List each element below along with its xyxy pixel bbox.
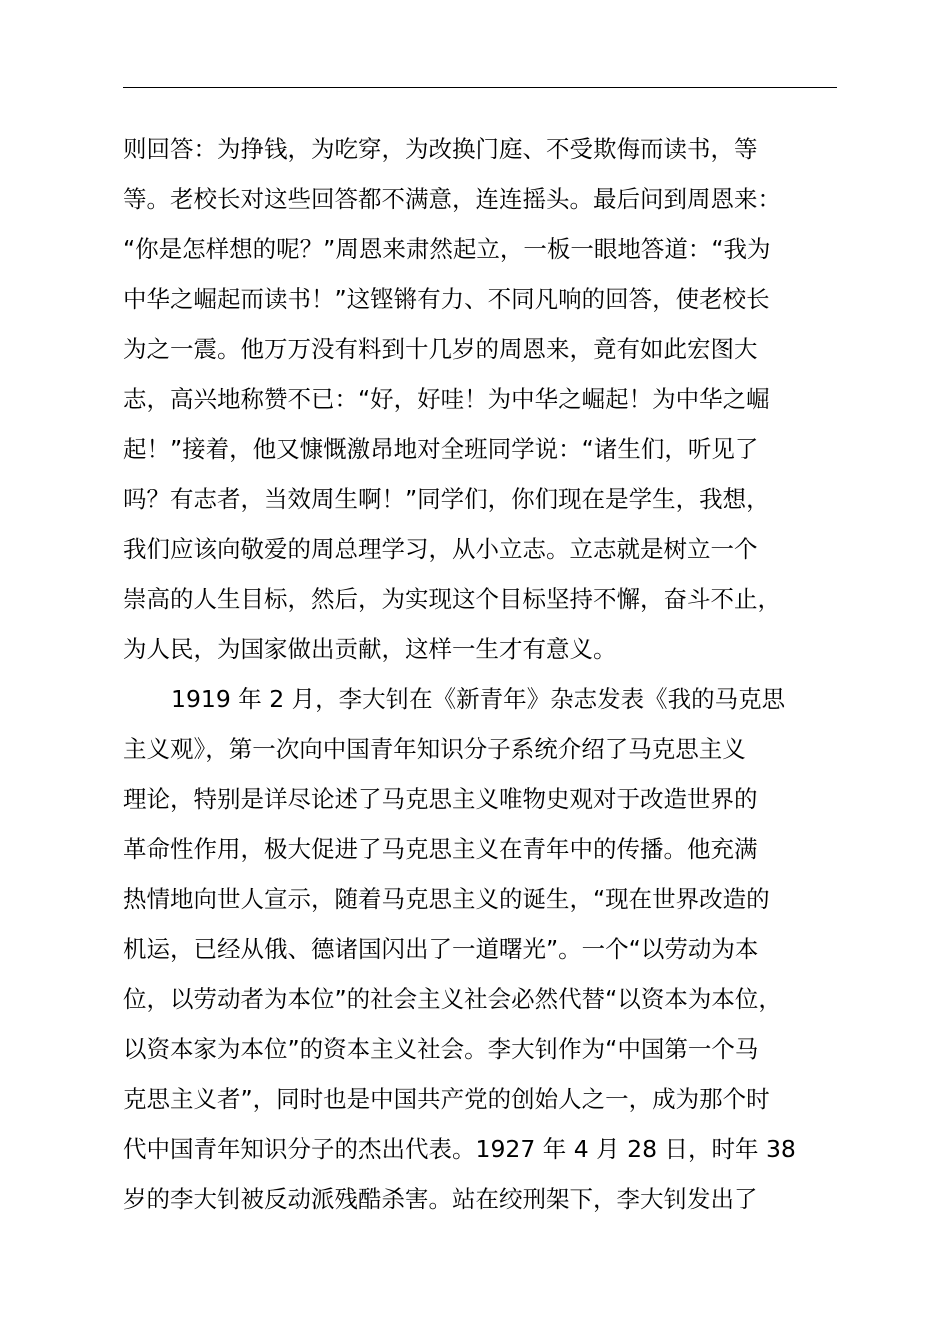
paragraph-li-dazhao xyxy=(123,674,837,1224)
text-line: 崇高的人生目标，然后，为实现这个目标坚持不懈，奋斗不止， xyxy=(123,585,781,613)
text-line: 理论，特别是详尽论述了马克思主义唯物史观对于改造世界的 xyxy=(123,785,758,813)
text-line: 为人民，为国家做出贡献，这样一生才有意义。 xyxy=(123,635,617,663)
text-line: 则回答：为挣钱，为吃穿，为改换门庭、不受欺侮而读书，等 xyxy=(123,135,758,163)
text-line-first: 1919 年 2 月，李大钊在《新青年》杂志发表《我的马克思 xyxy=(171,685,786,713)
paragraph-zhou-enlai xyxy=(123,124,837,674)
text-line: 热情地向世人宣示，随着马克思主义的诞生，“现在世界改造的 xyxy=(123,885,770,913)
text-line: 志，高兴地称赞不已：“好，好哇！为中华之崛起！为中华之崛 xyxy=(123,385,770,413)
text-line: 革命性作用，极大促进了马克思主义在青年中的传播。他充满 xyxy=(123,835,758,863)
text-line: 主义观》，第一次向中国青年知识分子系统介绍了马克思主义 xyxy=(123,735,746,763)
text-line: 为之一震。他万万没有料到十几岁的周恩来，竟有如此宏图大 xyxy=(123,335,758,363)
text-line: 克思主义者”，同时也是中国共产党的创始人之一，成为那个时 xyxy=(123,1085,770,1113)
text-line: 以资本家为本位”的资本主义社会。李大钊作为“中国第一个马 xyxy=(123,1035,759,1063)
text-line: 位，以劳动者为本位”的社会主义社会必然代替“以资本为本位， xyxy=(123,985,782,1013)
text-line: 我们应该向敬爱的周总理学习，从小立志。立志就是树立一个 xyxy=(123,535,758,563)
text-line: 等。老校长对这些回答都不满意，连连摇头。最后问到周恩来： xyxy=(123,185,781,213)
text-line: 岁的李大钊被反动派残酷杀害。站在绞刑架下，李大钊发出了 xyxy=(123,1185,758,1213)
text-line: 机运，已经从俄、德诸国闪出了一道曙光”。一个“以劳动为本 xyxy=(123,935,759,963)
text-line: 中华之崛起而读书！”这铿锵有力、不同凡响的回答，使老校长 xyxy=(123,285,770,313)
document-body xyxy=(123,124,837,1224)
header-rule xyxy=(123,87,837,88)
text-line: “你是怎样想的呢？”周恩来肃然起立，一板一眼地答道：“我为 xyxy=(123,235,771,263)
text-line: 代中国青年知识分子的杰出代表。1927 年 4 月 28 日，时年 38 xyxy=(123,1135,796,1163)
text-line: 吗？有志者，当效周生啊！”同学们，你们现在是学生，我想， xyxy=(123,485,770,513)
text-line: 起！”接着，他又慷慨激昂地对全班同学说：“诸生们，听见了 xyxy=(123,435,759,463)
